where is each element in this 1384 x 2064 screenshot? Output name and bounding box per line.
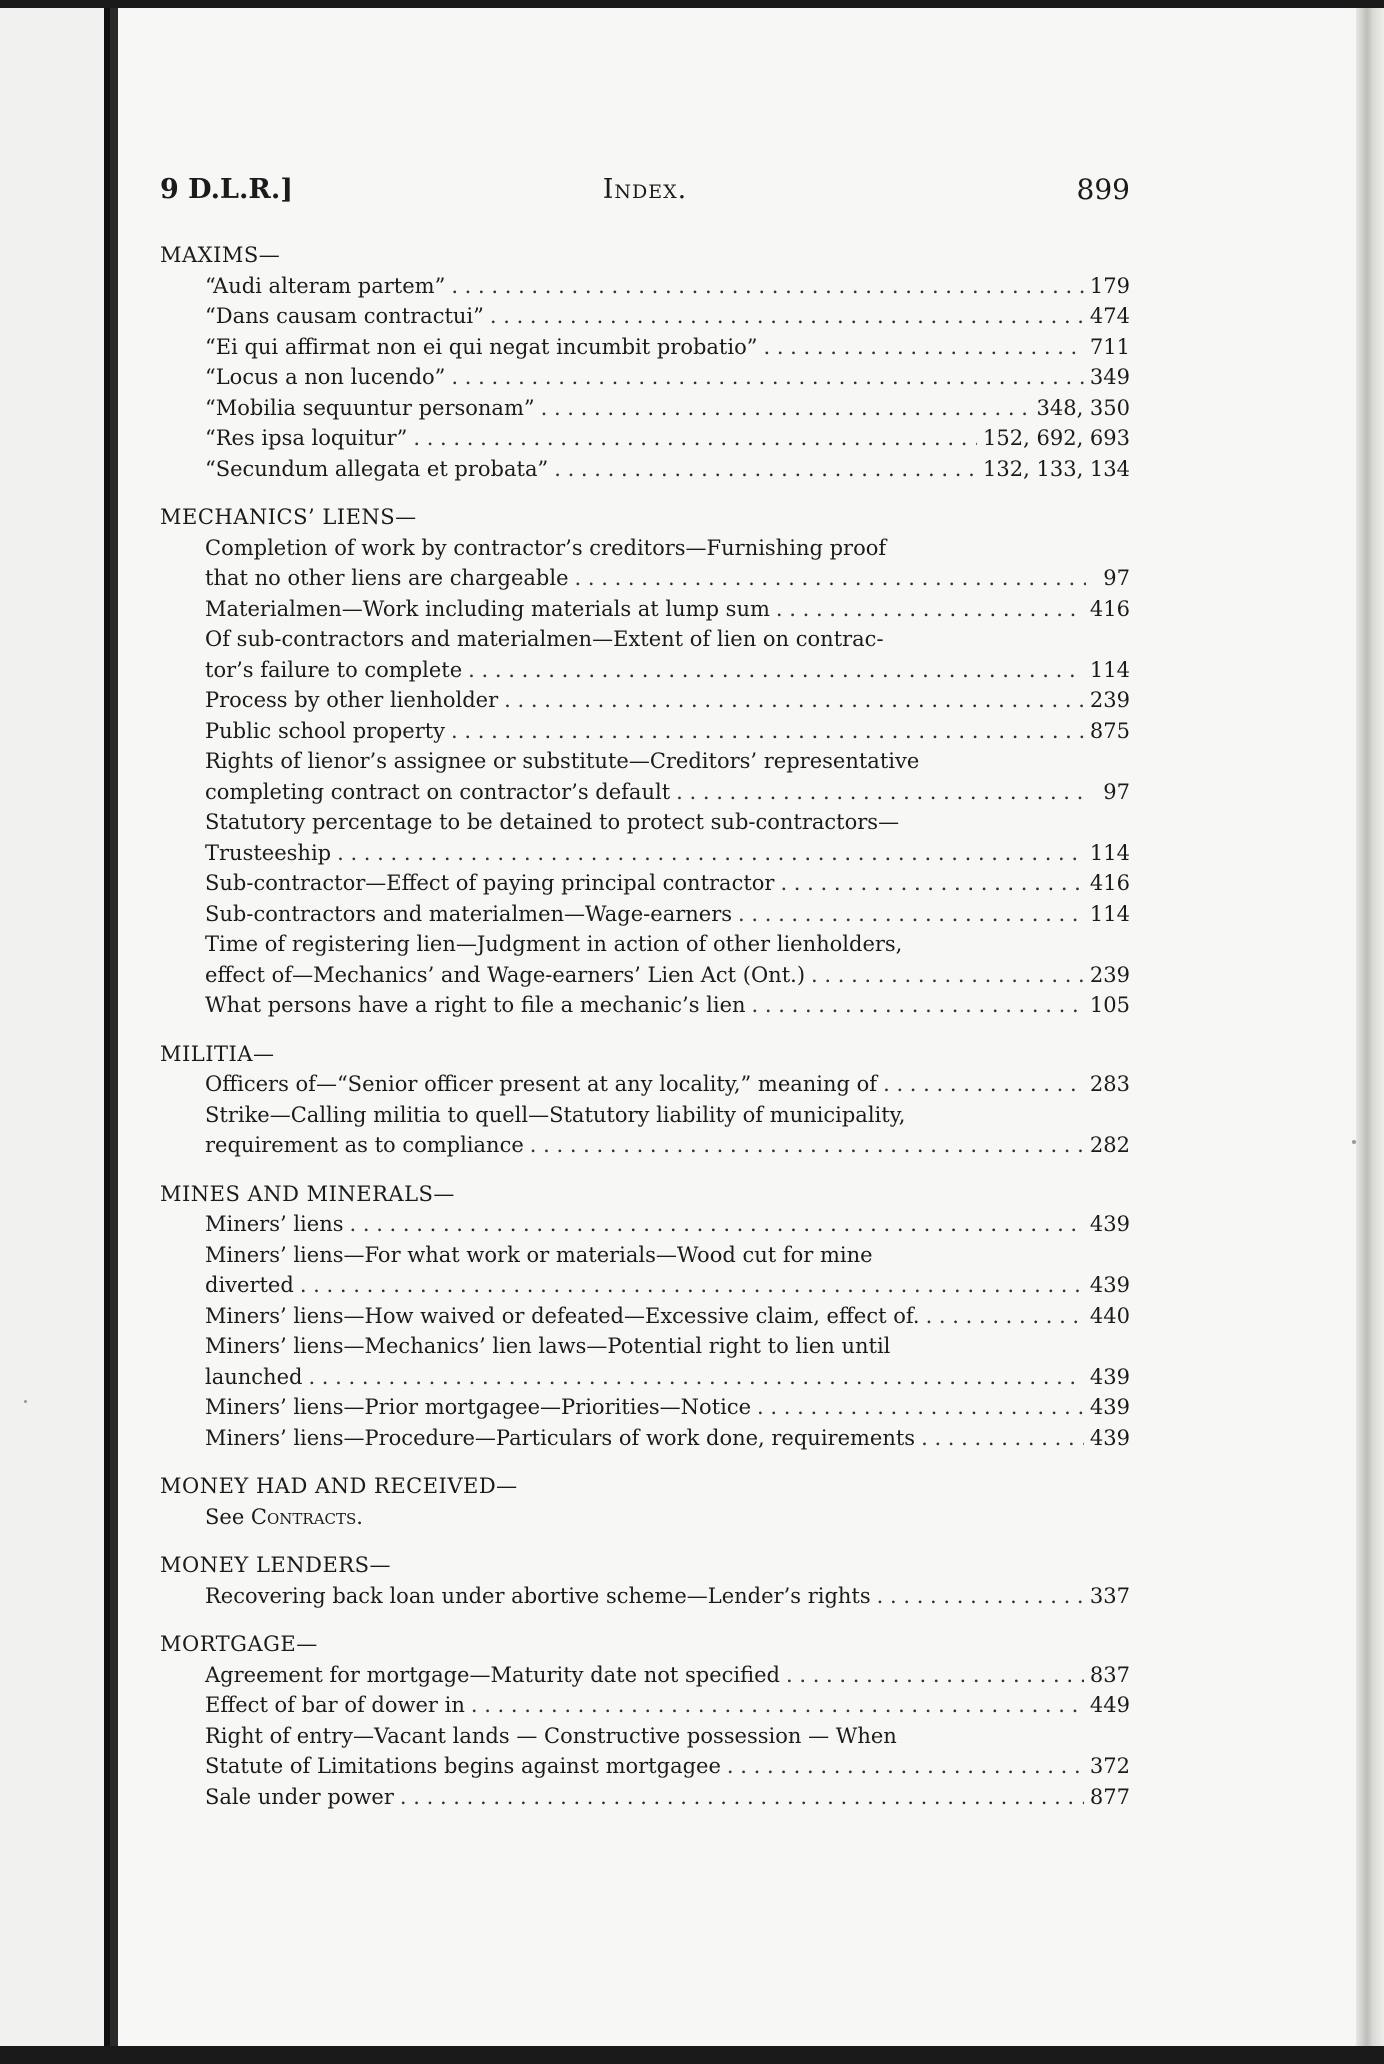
index-entry	[160, 716, 1140, 747]
dot-leader	[504, 685, 1084, 716]
entry-page-ref: 179	[1089, 273, 1130, 298]
entry-title: “Dans causam contractui”	[205, 304, 484, 328]
entry-title: Miners’ liens—How waived or defeated—Excessive claim, effect of.	[205, 1303, 920, 1328]
dot-leader	[921, 1423, 1084, 1454]
dot-leader	[811, 960, 1084, 991]
entry-continued-line: Right of entry—Vacant lands — Constructive possession — When	[205, 1723, 897, 1748]
dot-leader	[451, 716, 1084, 747]
index-entry	[160, 1581, 1140, 1612]
entry-continued-line: Completion of work by contractor’s creditors—Furnishing proof	[205, 535, 887, 560]
entry-page-ref: 349	[1089, 365, 1130, 389]
dot-leader	[776, 594, 1084, 625]
index-entry	[160, 1130, 1140, 1161]
entry-title: that no other liens are chargeable	[205, 566, 569, 590]
dot-leader	[575, 563, 1086, 594]
section-heading: MAXIMS—	[160, 243, 281, 267]
entry-page-ref: 837	[1089, 1662, 1130, 1687]
entry-page-ref: 372	[1089, 1754, 1130, 1778]
entry-title: Agreement for mortgage—Maturity date not specified	[205, 1662, 780, 1687]
entry-page-ref: 439	[1089, 1395, 1130, 1419]
dot-leader	[752, 990, 1084, 1021]
entry-continued-line: Strike—Calling militia to quell—Statutory liability of municipality,	[205, 1102, 906, 1127]
entry-page-ref: 439	[1089, 1364, 1130, 1389]
entry-continued-line: Rights of lienor’s assignee or substitute—Creditors’ representative	[205, 749, 920, 773]
entry-title: Sub-contractors and materialmen—Wage-earners	[205, 901, 733, 926]
section-heading: MINES AND MINERALS—	[160, 1181, 455, 1206]
entry-page-ref: 239	[1089, 962, 1130, 987]
index-section	[160, 1550, 1140, 1611]
index-entry	[160, 1782, 1140, 1813]
entry-page-ref: 439	[1089, 1212, 1130, 1236]
index-entry	[160, 393, 1140, 424]
index-entry	[160, 332, 1140, 363]
volume-label: 9 D.L.R.]	[160, 174, 294, 205]
entry-page-ref: 711	[1089, 334, 1130, 359]
dot-leader	[877, 1581, 1084, 1612]
entry-title: completing contract on contractor’s default	[205, 779, 671, 804]
index-entry	[160, 1362, 1140, 1393]
entry-title: Miners’ liens—Procedure—Particulars of work done, requirements	[205, 1425, 916, 1450]
entry-title: “Mobilia sequuntur personam”	[205, 395, 535, 420]
entry-continued-line: Statutory percentage to be detained to protect sub-contractors—	[205, 810, 900, 834]
entry-page-ref: 239	[1089, 688, 1130, 712]
dot-leader	[471, 1690, 1084, 1721]
entry-title: diverted	[205, 1273, 294, 1297]
index-entry	[160, 990, 1140, 1021]
entry-title: Statute of Limitations begins against mortgagee	[205, 1754, 721, 1778]
entry-title: requirement as to compliance	[205, 1133, 524, 1157]
entry-page-ref: 97	[1103, 566, 1130, 590]
entry-page-ref: 152, 692, 693	[983, 426, 1130, 450]
index-entry	[160, 1270, 1140, 1301]
index-entry	[160, 868, 1140, 899]
scan-border-top	[0, 0, 1384, 8]
dot-leader	[451, 271, 1084, 302]
section-heading: MONEY LENDERS—	[160, 1553, 391, 1577]
entry-title: “Ei qui affirmat non ei qui negat incumbit probatio”	[205, 334, 758, 359]
index-entry	[160, 1209, 1140, 1240]
section-heading: MONEY HAD AND RECEIVED—	[160, 1474, 518, 1498]
index-entry	[160, 685, 1140, 716]
page-edge	[1356, 8, 1384, 2046]
dot-leader	[413, 423, 977, 454]
index-entry	[160, 454, 1140, 485]
entry-page-ref: 105	[1089, 993, 1130, 1017]
index-entry	[160, 655, 1140, 686]
dot-leader	[763, 332, 1083, 363]
entry-title: Miners’ liens	[205, 1212, 344, 1236]
entry-page-ref: 439	[1089, 1425, 1130, 1450]
index-body	[160, 240, 1140, 1830]
entry-title: Miners’ liens—Prior mortgagee—Priorities—Notice	[205, 1395, 752, 1419]
entry-page-ref: 875	[1089, 718, 1130, 743]
index-section	[160, 1629, 1140, 1812]
dot-leader	[300, 1270, 1084, 1301]
index-entry	[160, 1423, 1140, 1454]
running-header	[160, 170, 1130, 210]
dot-leader	[337, 838, 1084, 869]
dot-leader	[400, 1782, 1084, 1813]
entry-title: “Audi alteram partem”	[205, 273, 446, 298]
entry-page-ref: 440	[1089, 1303, 1130, 1328]
index-entry	[160, 423, 1140, 454]
entry-page-ref: 416	[1089, 871, 1130, 895]
entry-page-ref: 474	[1089, 304, 1130, 328]
entry-page-ref: 877	[1089, 1784, 1130, 1809]
entry-page-ref: 348, 350	[1036, 395, 1130, 420]
index-entry	[160, 301, 1140, 332]
entry-title: What persons have a right to file a mechanic’s lien	[205, 993, 746, 1017]
dot-leader	[727, 1751, 1084, 1782]
index-entry	[160, 838, 1140, 869]
entry-page-ref: 114	[1089, 657, 1130, 682]
see-target: Contracts.	[250, 1504, 363, 1529]
dot-leader	[490, 301, 1084, 332]
entry-page-ref: 114	[1089, 901, 1130, 926]
see-reference	[160, 1502, 1140, 1533]
dot-leader	[926, 1301, 1084, 1332]
dot-leader	[786, 1660, 1084, 1691]
dot-leader	[451, 362, 1084, 393]
entry-title: launched	[205, 1364, 303, 1389]
entry-title: effect of—Mechanics’ and Wage-earners’ Lien Act (Ont.)	[205, 962, 806, 987]
entry-title: Officers of—“Senior officer present at any locality,” meaning of	[205, 1072, 878, 1096]
dot-leader	[883, 1069, 1084, 1100]
entry-page-ref: 282	[1089, 1133, 1130, 1157]
entry-title: Recovering back loan under abortive scheme—Lender’s rights	[205, 1583, 871, 1608]
entry-page-ref: 283	[1089, 1072, 1130, 1096]
entry-continued-line: Of sub-contractors and materialmen—Extent of lien on contrac-	[205, 627, 884, 651]
index-section	[160, 1179, 1140, 1454]
entry-title: Effect of bar of dower in	[205, 1693, 465, 1717]
index-entry	[160, 1069, 1140, 1100]
dot-leader	[350, 1209, 1084, 1240]
index-entry	[160, 594, 1140, 625]
dot-leader	[468, 655, 1084, 686]
entry-title: Sale under power	[205, 1784, 394, 1809]
entry-title: “Res ipsa loquitur”	[205, 426, 408, 450]
entry-page-ref: 114	[1089, 840, 1130, 865]
section-heading: MECHANICS’ LIENS—	[160, 505, 417, 529]
entry-title: Materialmen—Work including materials at lump sum	[205, 596, 770, 621]
dot-leader	[738, 899, 1084, 930]
entry-continued-line: Miners’ liens—Mechanics’ lien laws—Potential right to lien until	[205, 1334, 891, 1358]
facing-page-margin	[0, 8, 108, 2046]
dot-leader	[757, 1392, 1084, 1423]
entry-continued-line: Time of registering lien—Judgment in action of other lienholders,	[205, 932, 903, 956]
dot-leader	[541, 393, 1031, 424]
dot-leader	[676, 777, 1086, 808]
entry-title: Sub-contractor—Effect of paying principal contractor	[205, 871, 775, 895]
index-entry	[160, 1392, 1140, 1423]
entry-title: tor’s failure to complete	[205, 657, 463, 682]
entry-page-ref: 132, 133, 134	[983, 456, 1130, 481]
dot-leader	[530, 1130, 1084, 1161]
index-entry	[160, 1660, 1140, 1691]
section-heading: MILITIA—	[160, 1041, 275, 1066]
index-entry	[160, 271, 1140, 302]
entry-continued-line: Miners’ liens—For what work or materials—Wood cut for mine	[205, 1242, 873, 1267]
index-entry	[160, 1690, 1140, 1721]
index-entry	[160, 777, 1140, 808]
index-section	[160, 1039, 1140, 1161]
entry-page-ref: 449	[1089, 1693, 1130, 1717]
section-heading: MORTGAGE—	[160, 1632, 318, 1656]
header-title: Index.	[602, 174, 688, 205]
entry-title: “Secundum allegata et probata”	[205, 456, 549, 481]
index-section	[160, 240, 1140, 484]
scan-speck	[1352, 1140, 1356, 1144]
entry-page-ref: 416	[1089, 596, 1130, 621]
entry-title: Trusteeship	[205, 840, 332, 865]
scan-speck	[24, 1400, 27, 1403]
scan-border-bottom	[0, 2046, 1384, 2064]
entry-page-ref: 337	[1089, 1583, 1130, 1608]
index-entry	[160, 362, 1140, 393]
entry-page-ref: 97	[1103, 779, 1130, 804]
dot-leader	[308, 1362, 1083, 1393]
entry-title: Process by other lienholder	[205, 688, 499, 712]
dot-leader	[780, 868, 1083, 899]
index-section	[160, 1471, 1140, 1532]
see-prefix: See	[205, 1504, 251, 1529]
index-entry	[160, 899, 1140, 930]
index-entry	[160, 1301, 1140, 1332]
index-entry	[160, 960, 1140, 991]
index-section	[160, 502, 1140, 1021]
index-entry	[160, 1751, 1140, 1782]
entry-page-ref: 439	[1089, 1273, 1130, 1297]
entry-title: Public school property	[205, 718, 446, 743]
page-number: 899	[1076, 173, 1130, 206]
dot-leader	[554, 454, 977, 485]
index-entry	[160, 563, 1140, 594]
entry-title: “Locus a non lucendo”	[205, 365, 446, 389]
